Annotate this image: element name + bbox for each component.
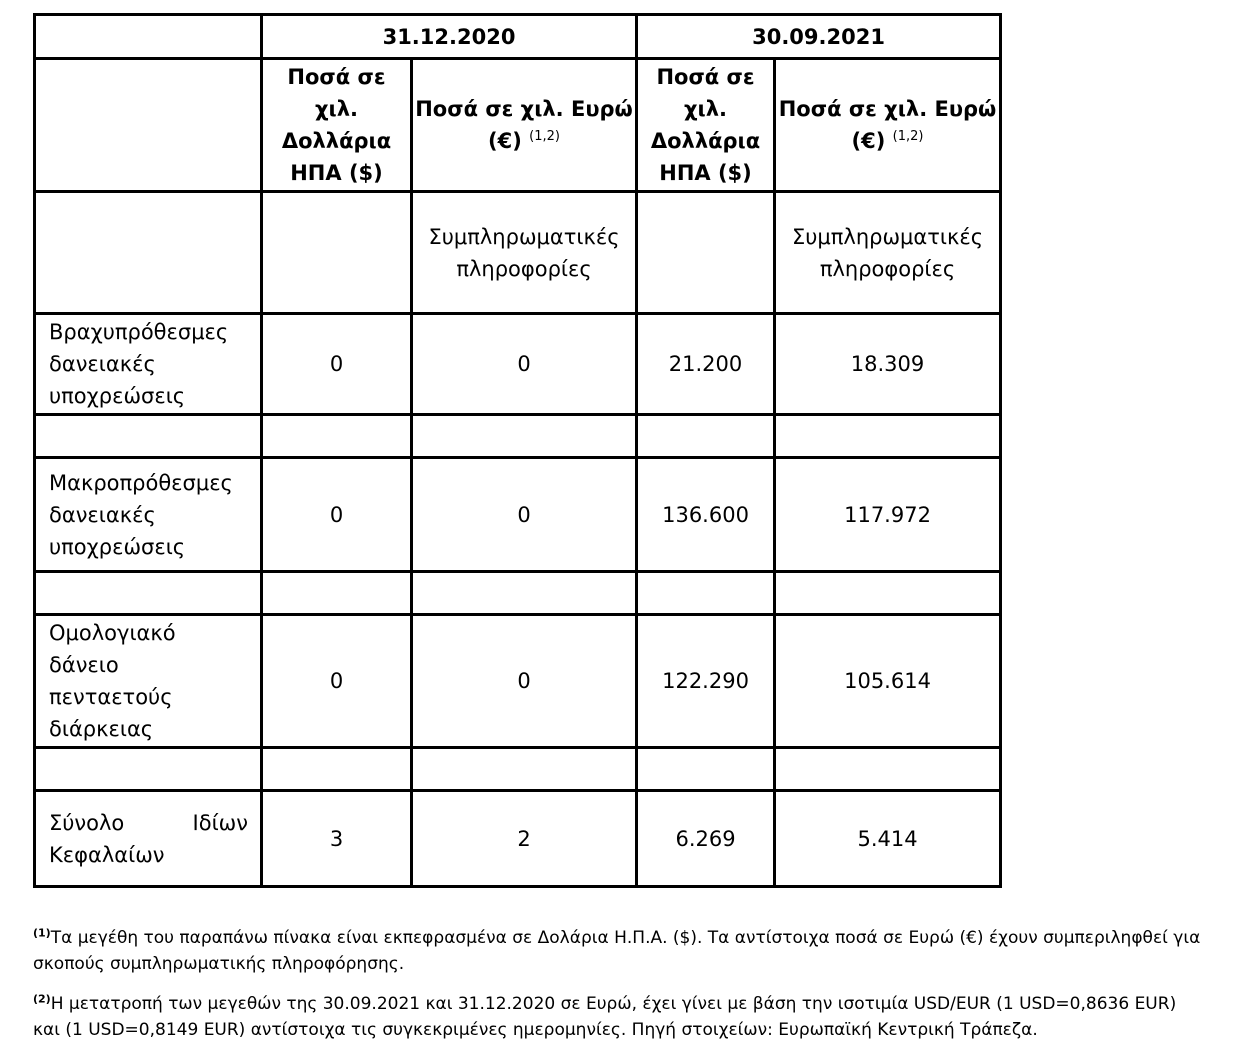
footnote-ref: (1,2) bbox=[529, 129, 560, 144]
row-label: Ομολογιακό δάνειο πενταετούς διάρκειας bbox=[35, 615, 262, 748]
value-eur-2021: 105.614 bbox=[775, 615, 1001, 748]
col-eur-2020: Ποσά σε χιλ. Ευρώ (€) $^{(1,2)}$ bbox=[412, 59, 637, 192]
value-eur-2020: 0 bbox=[412, 314, 637, 415]
empty-cell bbox=[637, 192, 775, 314]
period-2021-header: 30.09.2021 bbox=[637, 15, 1001, 59]
header-row-currencies bbox=[35, 59, 1001, 192]
spacer-row bbox=[35, 572, 1001, 615]
value-usd-2021: 122.290 bbox=[637, 615, 775, 748]
table-row bbox=[35, 458, 1001, 572]
empty-cell bbox=[35, 192, 262, 314]
footnote-1: $^{(1)}$Τα μεγέθη του παραπάνω πίνακα είναι εκπεφρασμένα σε Δολάρια Η.Π.Α. ($). Τα αντίστοιχα ποσά σε Ευρώ (€) έχουν συμπεριληφθεί για σκοπούς συμπληρωματικής πληροφόρησης. bbox=[33, 926, 1201, 974]
spacer-row bbox=[35, 748, 1001, 791]
col-usd-2021: Ποσά σε χιλ. Δολλάρια ΗΠΑ ($) bbox=[637, 59, 775, 192]
header-row-periods bbox=[35, 15, 1001, 59]
empty-cell bbox=[35, 59, 262, 192]
value-eur-2021: 117.972 bbox=[775, 458, 1001, 572]
empty-cell bbox=[262, 192, 412, 314]
supplementary-2020: Συμπληρωματικές πληροφορίες bbox=[412, 192, 637, 314]
footnote-marker: (2) bbox=[33, 992, 51, 1006]
table-row-total-equity bbox=[35, 791, 1001, 887]
footnote-marker: (1) bbox=[33, 926, 51, 940]
row-label: Μακροπρόθεσμες δανειακές υποχρεώσεις bbox=[35, 458, 262, 572]
value-eur-2020: 2 bbox=[412, 791, 637, 887]
value-usd-2020: 0 bbox=[262, 458, 412, 572]
supplementary-2021: Συμπληρωματικές πληροφορίες bbox=[775, 192, 1001, 314]
period-2020-header: 31.12.2020 bbox=[262, 15, 637, 59]
footnote-2: $^{(2)}$Η μετατροπή των μεγεθών της 30.09.2021 και 31.12.2020 σε Ευρώ, έχει γίνει με βάση την ισοτιμία USD/EUR (1 USD=0,8636 EUR) και (1 USD=0,8149 EUR) αντίστοιχα τις συγκεκριμένες ημερομηνίες. Πηγή στοιχείων: Ευρωπαϊκή Κεντρική Τράπεζα. bbox=[33, 992, 1177, 1040]
empty-cell bbox=[35, 15, 262, 59]
value-usd-2020: 3 bbox=[262, 791, 412, 887]
value-usd-2021: 136.600 bbox=[637, 458, 775, 572]
value-eur-2021: 18.309 bbox=[775, 314, 1001, 415]
spacer-row bbox=[35, 415, 1001, 458]
supplementary-row bbox=[35, 192, 1001, 314]
value-eur-2021: 5.414 bbox=[775, 791, 1001, 887]
table-row bbox=[35, 615, 1001, 748]
col-eur-2021: Ποσά σε χιλ. Ευρώ (€) $^{(1,2)}$ bbox=[775, 59, 1001, 192]
col-usd-2020: Ποσά σε χιλ. Δολλάρια ΗΠΑ ($) bbox=[262, 59, 412, 192]
value-usd-2020: 0 bbox=[262, 314, 412, 415]
value-usd-2021: 6.269 bbox=[637, 791, 775, 887]
financial-table bbox=[33, 13, 1002, 888]
value-usd-2021: 21.200 bbox=[637, 314, 775, 415]
value-eur-2020: 0 bbox=[412, 615, 637, 748]
row-label: Βραχυπρόθεσμες δανειακές υποχρεώσεις bbox=[35, 314, 262, 415]
value-usd-2020: 0 bbox=[262, 615, 412, 748]
row-label: Σύνολο Ιδίων Κεφαλαίων bbox=[35, 791, 262, 887]
value-eur-2020: 0 bbox=[412, 458, 637, 572]
table-row bbox=[35, 314, 1001, 415]
footnote-ref: (1,2) bbox=[892, 129, 924, 144]
